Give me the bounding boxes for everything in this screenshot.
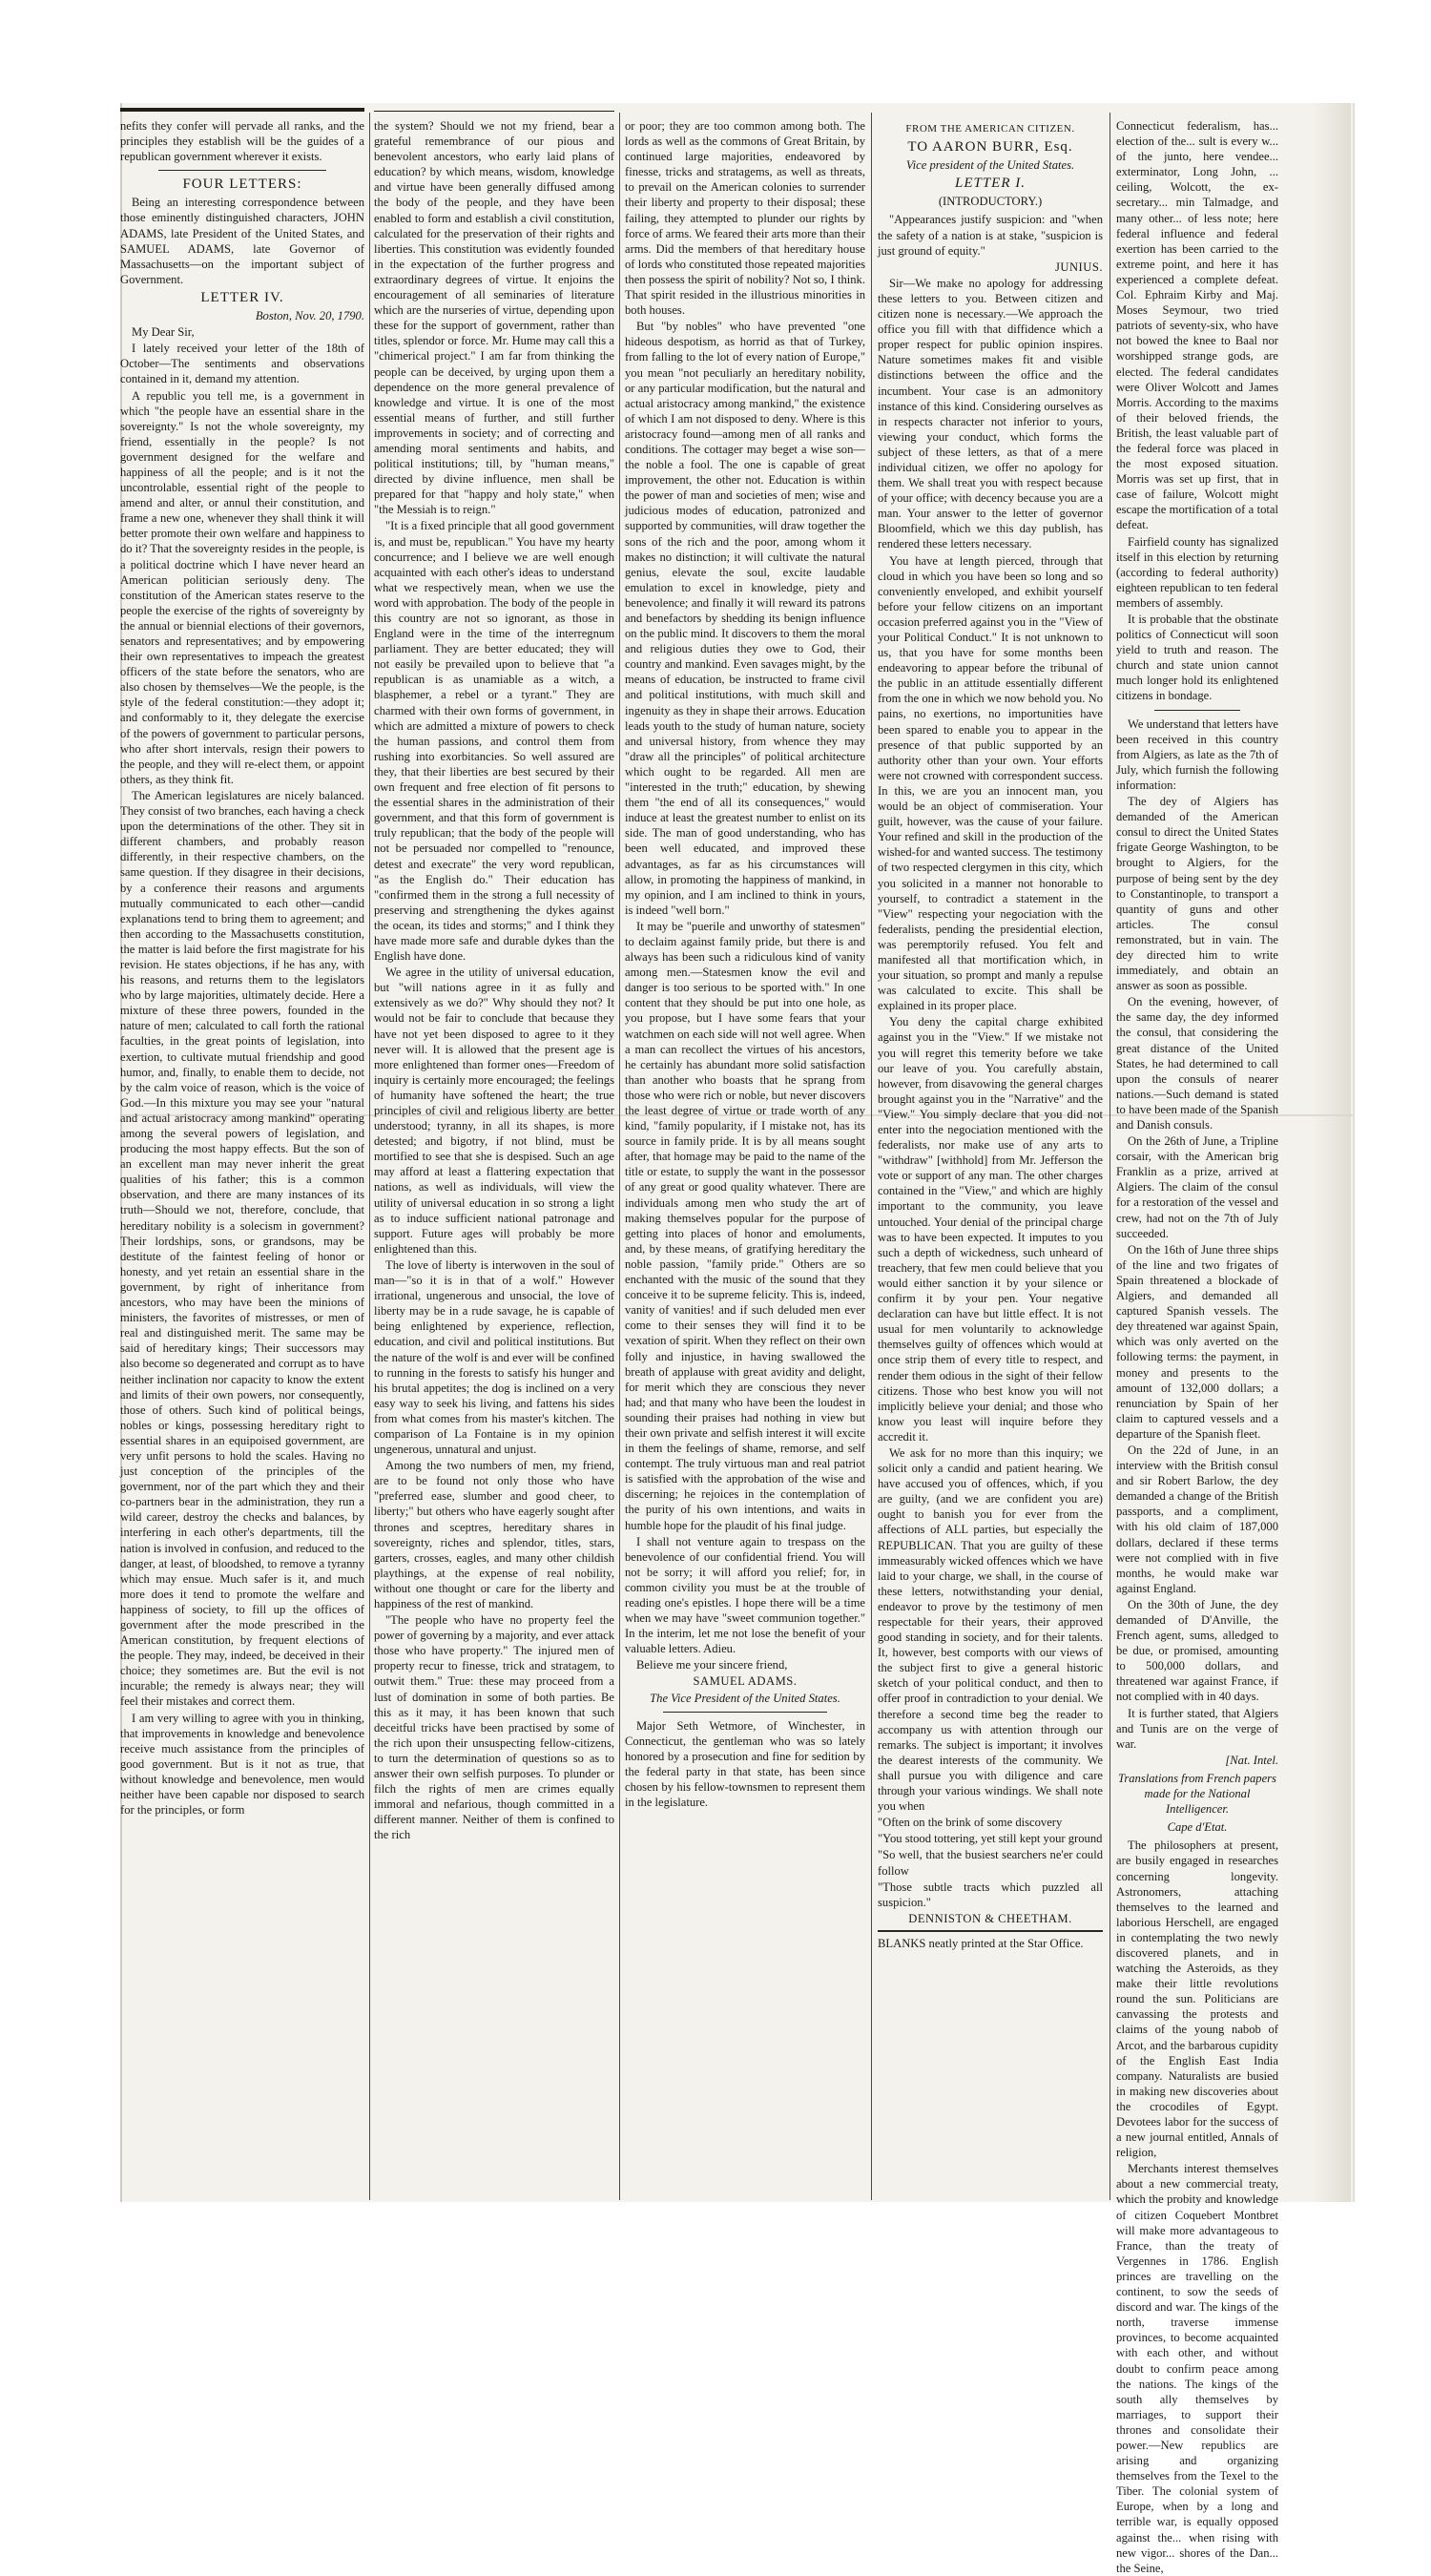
- paragraph: Fairfield county has signalized itself in this election by returning (according to federal authority) eighteen republican to ten federal members of assembly.: [1116, 534, 1278, 610]
- verse-line: "Those subtle tracts which puzzled all suspicion.": [878, 1880, 1103, 1909]
- paragraph: On the 22d of June, in an interview with the British consul and sir Robert Barlow, the dey demanded a change of the British passports, and a compliment, with his old claim of 187,000 dollars, declared if these terms were not complied with in five months, he would make war against England.: [1116, 1443, 1278, 1595]
- paragraph: The American legislatures are nicely balanced. They consist of two branches, each having a check upon the determinations of the other. They sit in different chambers, and probably reason differently, in their respective chambers, on the same question. If they disagree in their decisions, by a conference their reasons and arguments mutually communicated to each other—candid explanations tend to bring them to agreement; and then according to the Massachusetts constitution, the matter is laid before the first magistrate for his revision. He states objections, if he has any, with his reasons, and returns them to the legislators who by large majorities, ultimately decide. Here a mixture of these three powers, founded in the nature of men; calculated to call forth the rational faculties, in the great points of legislation, into exertion, to cultivate mutual friendship and good humor, and, finally, to enable them to decide, not by the calm voice of reason, which is the voice of God.—In this mixture you may see your "natural and actual aristocracy among mankind" operating among the several powers of legislation, and producing the most happy effects. But the son of an excellent man may never inherit the great qualities of his father; this is a common observation, and there are many instances of its truth—Should we not, therefore, conclude, that hereditary nobility is a solecism in government? Their lordships, sons, or grandsons, may be destitute of the faintest feeling of honor or honesty, and yet retain an essential share in the government, by right of inheritance from ancestors, who may have been the minions of ministers, the favorites of mistresses, or men of real and distinguished merit. The same may be said of hereditary kings; Their successors may also become so degenerated and corrupt as to have neither inclination nor capacity to know the extent and limits of their own powers, nor consequently, those of others. Such kind of political beings, nobles or kings, possessing hereditary right to essential shares in an equipoised government, are very unfit persons to hold the scales. Having no just conception of the principles of the government, nor of the part which they and their co-partners bear in the administration, they run a wild career, destroy the checks and balances, by interfering in each other's departments, till the nation is involved in confusion, and reduced to the danger, at least, of bloodshed, to remove a tyranny which may ensue. Much safer is it, and much more does it tend to promote the welfare and happiness of society, to fill up the offices of government after the mode prescribed in the American constitution, by frequent elections of the people. They may, indeed, be deceived in their choice; they sometimes are. But the evil is not incurable; the remedy is always near; they will feel their mistakes and correct them.: [120, 788, 364, 1709]
- divider: [878, 1930, 1103, 1932]
- divider: [1154, 710, 1240, 711]
- paragraph: Connecticut federalism, has... election of the... sult is every w... of the junto, here vendee... exterminator, Long John, ... ceiling, Wolcott, the ex-secretary... min Talmadge, and many other... of less note; here federal influence and federal exertion has been carried to the extreme point, and here it has experienced a complete defeat. Col. Ephraim Kirby and Maj. Moses Seymour, two tried patriots of seventy-six, who have not bowed the knee to Baal nor worshipped strange gods, are elected. The federal candidates were Oliver Wolcott and James Morris. According to the maxims of their beloved friends, the British, the least valuable part of the federal force was placed in the most exposed situation. Morris was set up first, that in case of failure, Wolcott might escape the mortification of a total defeat.: [1116, 119, 1278, 532]
- paragraph: Believe me your sincere friend,: [636, 1658, 788, 1672]
- paragraph: You deny the capital charge exhibited against you in the "View." If we mistake not you will regret this temerity before we take our leave of you. You carefully abstain, however, from disavowing the general charges brought against you in the "Narrative" and the "View." You simply declare that you did not enter into the negociation mentioned with the federalists, nor make use of any arts to "withdraw" [withhold] from Mr. Jefferson the vote or support of any man. The other charges contained in the "View," and which are highly important to the community, you leave untouched. Your denial of the principal charge was to have been expected. It imputes to you such a depth of wickedness, such unheard of treachery, that few men could believe that you would either sanction it by your silence or confirm it by your pen. Your negative declaration can have but little effect. It is not usual for men voluntarily to acknowledge themselves guilty of offences which would at once strip them of every title to respect, and render them odious in the sight of their fellow citizens. Those who best know you will not implicitly believe your denial; and those who know you least will inquire before they accredit it.: [878, 1015, 1103, 1444]
- salutation: My Dear Sir,: [132, 325, 195, 340]
- top-rule: [374, 111, 614, 112]
- source-credit: [Nat. Intel.: [1225, 1753, 1278, 1767]
- paragraph: Merchants interest themselves about a new commercial treaty, which the probity and knowledge of citizen Coquebert Montbret will make more advantageous to France, than the treaty of Vergennes in 1786. English princes are travelling on the continent, to sow the seeds of discord and war. The kings of the north, traverse immense provinces, to become acquainted with each other, and without doubt to confirm peace among the nations. The kings of the south ally themselves by marriages, to support their thrones and consolidate their power.—New republics are arising and organizing themselves from the Texel to the Tiber. The colonial system of Europe, when by a long and terrible war, is equally opposed against the... when rising with new vigor... shores of the Dan... the Seine,: [1116, 2162, 1278, 2575]
- paragraph: You have at length pierced, through that cloud in which you have been so long and so conveniently enveloped, and exhibit yourself before your fellow citizens on an important occasion preferred against you in the "View of your Political Conduct." It is not unknown to us, that you have for some months been endeavoring to appear before the tribunal of the public in an attitude essentially different from the one in which we now behold you. No pains, no exertions, no importunities have been spared to enable you to appear in the presence of that public supported by an authority other than your own. Your efforts were not crowned with correspondent success. In this, we are you an innocent man, you would be an object of commiseration. Your guilt, however, was the cause of your failure. Your refined and skill in the production of the wished-for and wanted success. The testimony of two respected clergymen in this city, which you solicited in a manner not honorable to yourself, to contradict a statement in the "View" respecting your negociation with the federalists, pending the presidential election, was peremptorily refused. You felt and manifested all that mortification which, in your situation, so prompt and manly a repulse was calculated to excite. This shall be explained in its proper place.: [878, 553, 1103, 1013]
- column-rule: [619, 113, 620, 2200]
- heading-description: Being an interesting correspondence between those eminently distinguished characters, JOHN ADAMS, late President of the United States, and SAMUEL ADAMS, late Governor of Massachusetts—on the important subject of Government.: [120, 196, 364, 286]
- paragraph: Major Seth Wetmore, of Winchester, in Connecticut, the gentleman who was so lately honored by a prosecution and fine for sedition by the federal party in that state, has been since chosen by his fellow-townsmen to represent them in the legislature.: [625, 1718, 865, 1810]
- letter-title: LETTER IV.: [200, 289, 284, 305]
- letter-subtitle: (INTRODUCTORY.): [938, 195, 1043, 209]
- divider: [663, 1712, 827, 1713]
- blanks-notice: BLANKS neatly printed at the Star Office.: [878, 1936, 1084, 1950]
- divider: [158, 170, 326, 171]
- top-rule: [120, 108, 364, 112]
- paragraph: But "by nobles" who have prevented "one hideous despotism, as horrid as that of Turkey, from falling to the lot of every nation of Europe," you mean "not peculiarly an hereditary nobility, or any particular modification, but the natural and actual aristocracy among mankind," the existence of which I am not disposed to deny. Where is this aristocracy found—among men of all ranks and conditions. The cottager may beget a wise son—the noble a fool. The one is capable of great improvement, the other not. Education is within the power of man and societies of men; wise and judicious modes of education, patronized and supported by communities, will draw together the sons of the rich and the poor, among whom it makes no distinction; it will cultivate the natural genius, elevate the soul, excite laudable emulation to excel in knowledge, piety and benevolence; and finally it will reward its patrons and benefactors by shedding its benign influence on the public mind. It discovers to them the moral and religious duties they owe to God, their country and mankind. Even savages might, by the means of education, be instructed to frame civil and political institutions, with much skill and ingenuity as they in shape their arrows. Education leads youth to the study of human nature, society and universal history, from whence they may "draw all the principles" of political architecture which ought to be regarded. All men are "interested in the truth;" education, by shewing them "the end of all its consequences," would induce at least the greatest number to enlist on its side. The man of good understanding, who has been well educated, and improved these advantages, as far as his circumstances will allow, in promoting the happiness of mankind, in my opinion, and I am inclined to think in yours, is indeed "well born.": [625, 320, 865, 917]
- signature: SAMUEL ADAMS.: [693, 1674, 798, 1689]
- paragraph: or poor; they are too common among both. The lords as well as the commons of Great Britain, by continued large majorities, endeavored by finesse, tricks and stratagems, as well as threats, to prevail on the American colonies to surrender their liberty and property to their disposal; these failing, they attempted to plunder our rights by force of arms. We feared their arts more than their arms. Did the members of that hereditary house of lords who constituted those repeated majorities then possess the spirit of nobility? Not so, I think. That spirit resided in the illustrious minorities in both houses.: [625, 119, 865, 318]
- intro-fragment: nefits they confer will pervade all ranks, and the principles they establish will be the guides of a republican government wherever it exists.: [120, 119, 364, 164]
- column-2: [374, 118, 614, 2204]
- paragraph: The dey of Algiers has demanded of the American consul to direct the United States frigate George Washington, to be brought to Algiers, for the purpose of being sent by the dey to Constantinople, to transport a quantity of guns and other articles. The consul remonstrated, but in vain. The dey directed him to write immediately, and obtain an answer as soon as possible.: [1116, 795, 1278, 993]
- paragraph: The philosophers at present, are busily engaged in researches concerning longevity. Astronomers, attaching themselves to the learned and laborious Herschell, are engaged in contemplating the two newly discovered planets, and in watching the Asteroids, as they make their little revolutions round the sun. Politicians are canvassing the protests and claims of the young nabob of Arcot, and the barbarous cupidity of the English East India company. Naturalists are busied in making new discoveries about the crocodiles of Egypt. Devotees labor for the success of a new journal entitled, Annals of religion,: [1116, 1839, 1278, 2160]
- from-line: FROM THE AMERICAN CITIZEN.: [905, 123, 1075, 135]
- to-line: TO AARON BURR, Esq.: [907, 139, 1073, 156]
- paragraph: "The people who have no property feel the power of governing by a majority, and ever attack those who have property." The injured men of property recur to finesse, trick and stratagem, to outwit them." True: these may proceed from a lust of domination in some of both parties. Be this as it may, it has been known that such deceitful tricks have been practised by some of the rich upon their unsuspecting fellow-citizens, to turn the determination of questions so as to answer their own selfish purposes. To plunder or filch the rights of men are crimes equally immoral and nefarious, though committed in a different manner. Neither of them is confined to the rich: [374, 1613, 614, 1842]
- paragraph: On the evening, however, of the same day, the dey informed the consul, that considering the great distance of the United States, he had determined to call upon the consuls of nearer nations.—Such demand is stated to have been made of the Spanish and Danish consuls.: [1116, 995, 1278, 1132]
- verse-line: "You stood tottering, yet still kept your ground: [878, 1832, 1103, 1846]
- paragraph: It is further stated, that Algiers and Tunis are on the verge of war.: [1116, 1706, 1278, 1751]
- paragraph: I shall not venture again to trespass on the benevolence of our confidential friend. You will not be sorry; it will afford you relief; for, in common civility you must be at the trouble of reading one's epistles. I hope there will be a time when we may have "sweet communion together." In the interim, let me not lose the benefit of your valuable letters. Adieu.: [625, 1534, 865, 1656]
- paragraph: It is probable that the obstinate politics of Connecticut will soon yield to truth and reason. The church and state union cannot much longer hold its enlightened citizens in bondage.: [1116, 613, 1278, 703]
- paragraph: We agree in the utility of universal education, but "will nations agree in it as fully and extensively as we do?" Why should they not? It would not be fair to conclude that because they have not yet been disposed to agree to it they never will. It is allowed that the present age is more enlightened than former ones—Freedom of inquiry is certainly more encouraged; the feelings of humanity have softened the heart; the true principles of civil and religious liberty are better understood; tyranny, in all its shapes, is more detested; and bigotry, if not blind, must be mortified to see that she is despised. Such an age may afford at least a flattering expectation that nations, as well as individuals, will view the utility of universal education in so strong a light as to induce sufficient national patronage and support. Future ages will probably be more enlightened than this.: [374, 966, 614, 1256]
- dateline: Boston, Nov. 20, 1790.: [255, 309, 364, 323]
- paragraph: On the 30th of June, the dey demanded of D'Anville, the French agent, sums, alledged to be due, or promised, amounting to 500,000 dollars, and threatened war against France, if not complied with in 40 days.: [1116, 1597, 1278, 1704]
- paragraph: I lately received your letter of the 18th of October—The sentiments and observations contained in it, demand my attention.: [120, 342, 364, 386]
- verse-line: "So well, that the busiest searchers ne'er could follow: [878, 1848, 1103, 1878]
- four-letters-heading: FOUR LETTERS:: [182, 177, 302, 193]
- vp-line: Vice president of the United States.: [905, 158, 1075, 173]
- printer-credit: DENNISTON & CHEETHAM.: [908, 1911, 1072, 1925]
- paragraph: On the 16th of June three ships of the line and two frigates of Spain threatened a blockade of Algiers, and demanded all captured Spanish vessels. The dey threatened war against Spain, which was only averted on the following terms: the payment, in money and presents to the amount of 132,000 dollars; a renunciation by Spain of her claim to captured vessels and a departure of the Spanish fleet.: [1116, 1242, 1278, 1441]
- paragraph: It may be "puerile and unworthy of statesmen" to declaim against family pride, but there is and always has been such a ridiculous kind of vanity among men.—Statesmen know the evil and danger is too serious to be sported with." In one content that they should be put into one hole, as you propose, but I have some fears that your watchmen on each side will not well agree. When a man can recollect the virtues of his ancestors, he certainly has abundant more solid satisfaction than another who boasts that he sprang from those who were rich or noble, but never discovers the least degree of virtue or trade worth of any kind, "family popularity, if I mistake not, has its source in family pride. It is by all means sought after, that homage may be paid to the name of the title or estate, to supply the want in the possessor of any great or good quality whatever. There are individuals among men who study the art of making themselves popular for the purpose of getting into places of honor and emoluments, and, by these means, of gratifying hereditary the noble passion, "family pride." Others are so enchanted with the music of the sound that they conceive it to be supreme felicity. This is, indeed, vanity of vanities! and if such deluded men ever come to their senses they will find it to be vexation of spirit. When they reflect on their own folly and injustice, in having swallowed the breath of applause with great avidity and delight, for merit which they are conscious they never had; and that many who have been the loudest in sounding their praises had nothing in view but their own private and selfish interest it will excite in them the feelings of shame, remorse, and self contempt. The truly virtuous man and real patriot is satisfied with the approbation of the wise and discerning; he rejoices in the contemplation of the purity of his own intentions, and waits in humble hope for the plaudit of his final judge.: [625, 919, 865, 1532]
- translations-heading: Translations from French papers made for the National Intelligencer.: [1118, 1771, 1276, 1817]
- cape-line: Cape d'Etat.: [1167, 1820, 1228, 1835]
- paragraph: On the 26th of June, a Tripline corsair, with the American brig Franklin as a prize, arrived at Algiers. The claim of the consul for a restoration of the vessel and crew, had not on the 7th of July succeeded.: [1116, 1134, 1278, 1240]
- column-3: [625, 118, 865, 2204]
- page-edge-shadow: [1313, 103, 1351, 2202]
- epigraph: "Appearances justify suspicion: and "when the safety of a nation is at stake, "suspicion is just ground of equity.": [878, 213, 1103, 258]
- paragraph: The love of liberty is interwoven in the soul of man—"so it is in that of a wolf." However irrational, ungenerous and unsocial, the love of liberty may be in a rude savage, he is capable of being enlightened by experience, reflection, education, and civil and political institutions. But the nature of the wolf is and ever will be confined to running in the forests to satisfy his hunger and his brutal appetites; the dog is inclined on a very easy way to seek his living, and fattens his sides from what comes from his master's kitchen. The comparison of La Fontaine is in my opinion ungenerous, unnatural and unjust.: [374, 1257, 614, 1457]
- paragraph: the system? Should we not my friend, bear a grateful remembrance of our pious and benevolent ancestors, who early laid plans of education? by which means, wisdom, knowledge and virtue have been generally diffused among the body of the people, and they have been enabled to form and establish a civil constitution, calculated for the preservation of their rights and liberties. This constitution was evidently founded in the expectation of the further progress and extraordinary degrees of virtue. It enjoins the encouragement of all seminaries of literature which are the nurseries of virtue, depending upon these for the support of government, rather than titles, splendor or force. Mr. Hume may call this a "chimerical project." I am far from thinking the people can be deceived, by urging upon them a dependence on the more general prevalence of knowledge and virtue. It is one of the most essential means of further, and still further improvements in society; and of correcting and amending moral sentiments and habits, and political institutions; till, by "human means," directed by divine influence, men shall be prepared for that "happy and holy state," when "the Messiah is to reign.": [374, 119, 614, 517]
- column-rule: [871, 113, 872, 2200]
- column-rule: [369, 113, 370, 2200]
- paragraph: We ask for no more than this inquiry; we solicit only a candid and patient hearing. We have accused you of offences, which, if you are guilty, (and we are confident you are) ought to banish you for ever from the affections of ALL parties, but especially the REPUBLICAN. That you are guilty of these immeasurably wicked offences which we have laid to your charge, we shall, in the course of these letters, notwithstanding your denial, endeavor to prove by the testimony of men respectable for their years, their approved good standing in society, and for their talents. It, however, best comports with our views of the subject first to give a general historic sketch of your political conduct, and then to offer proof in contradiction to your denial. We therefore a second time beg the reader to accompany us with attention through our remarks. The subject is important; it involves the dearest interests of the community. We shall pursue you with diligence and care through your various windings. We shall note you when: [878, 1445, 1103, 1814]
- signature-title: The Vice President of the United States.: [650, 1691, 840, 1705]
- letter-title: LETTER I.: [954, 176, 1026, 192]
- paragraph: Among the two numbers of men, my friend, are to be found not only those who have "preferred ease, slumber and good cheer, to liberty;" but others who have eagerly sought after thrones and sceptres, hereditary shares in sovereignty, riches and splendor, titles, stars, garters, crosses, eagles, and many other childish playthings, at the expense of real nobility, without one thought or care for the liberty and happiness of the rest of mankind.: [374, 1459, 614, 1610]
- column-5: [1116, 118, 1278, 2575]
- paragraph: "It is a fixed principle that all good government is, and must be, republican." You have my hearty concurrence; and I believe we are well enough acquainted with each other's ideas to understand what we respectively mean, when we use the word with approbation. The body of the people in this country are not so ignorant, as those in England were in the time of the interregnum parliament. They are better educated; they will not easily be prevailed upon to believe that "a republican is as unamiable as a witch, a blasphemer, a rebel or a tyrant." They are charmed with their own forms of government, in which are admitted a mixture of powers to check the human passions, and control them from rushing into exorbitancies. So well assured are they, that their liberties are best secured by their own frequent and free election of fit persons to the essential shares in the administration of their government, and that this form of government is truly republican; that the body of the people will not be persuaded nor compelled to "renounce, detest and execrate" the very word republican, "as the English do." Their education has "confirmed them in the strong a full necessity of preserving and strengthening the dykes against the ocean, its tides and storms;" and I think they have made more safe and durable dykes than the English have done.: [374, 519, 614, 964]
- epigraph-author: JUNIUS.: [1054, 260, 1103, 274]
- column-4: [878, 118, 1103, 2204]
- paragraph: Sir—We make no apology for addressing these letters to you. Between citizen and citizen none is necessary.—We approach the office you fill with that diffidence which a proper respect for public opinion inspires. Nature sometimes makes fit and visible distinctions between the office and the incumbent. Your case is an admonitory instance of this kind. Considering ourselves as in respects character not inferior to yours, viewing your conduct, which forms the subject of these letters, as that of a mere individual citizen, we offer no apology for them. We shall treat you with respect because of your office; with decency because you are a man. Your answer to the letter of governor Bloomfield, which we this day publish, has rendered these letters necessary.: [878, 276, 1103, 551]
- verse-line: "Often on the brink of some discovery: [878, 1816, 1063, 1830]
- paragraph: A republic you tell me, is a government in which "the people have an essential share in the sovereignty." Is not the whole sovereignty, my friend, essentially in the people? Is not government designed for the welfare and happiness of all the people; and is it not the uncontrolable, essential right of the people to amend and alter, or annul their constitution, and frame a new one, whenever they shall think it will better promote their own welfare and happiness to do it? That the sovereignty resides in the people, is a political doctrine which I have never heard an American politician seriously deny. The constitution of the American states reserve to the people the exercise of the rights of sovereignty by the annual or biennial elections of their governors, senators and representatives; and by empowering their own representatives to impeach the greatest officers of the state before the senators, who are also chosen by themselves—We the people, is the style of the federal constitution:—they adopt it; and conformably to it, they delegate the exercise of the powers of government to particular persons, who after short intervals, resign their powers to the people, and they will re-elect them, or appoint others, as they think fit.: [120, 388, 364, 786]
- paragraph: We understand that letters have been received in this country from Algiers, as late as the 7th of July, which furnish the following information:: [1116, 717, 1278, 792]
- paragraph: I am very willing to agree with you in thinking, that improvements in knowledge and benevolence receive much assistance from the principles of good government. But is it not as true, that without knowledge and benevolence, men would neither have been capable nor disposed to search for the principles, or form: [120, 1711, 364, 1818]
- column-1: [120, 118, 364, 2204]
